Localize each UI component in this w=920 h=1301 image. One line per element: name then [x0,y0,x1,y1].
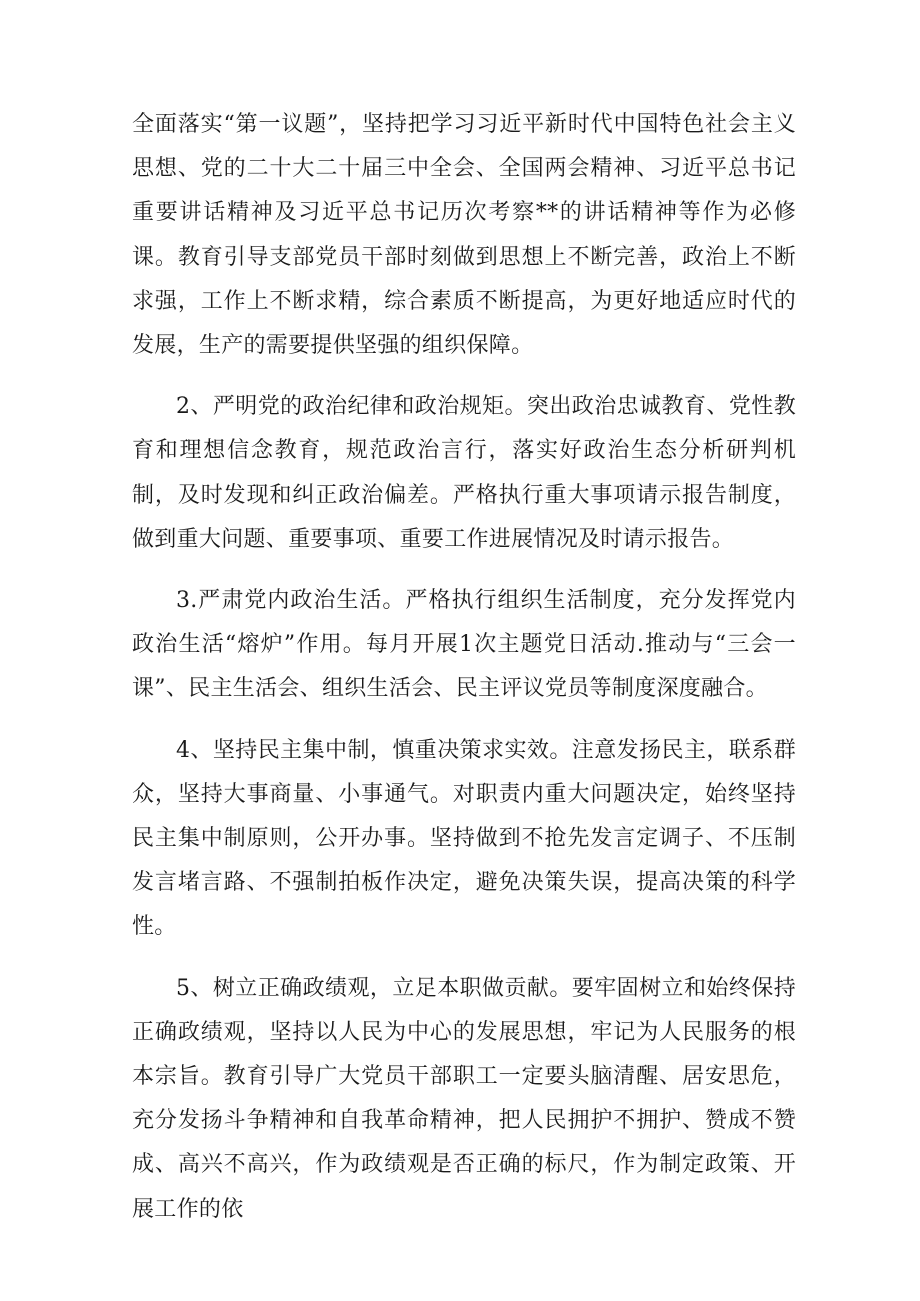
paragraph-political-discipline: 2、严明党的政治纪律和政治规矩。突出政治忠诚教育、党性教育和理想信念教育，规范政治言行，落实好政治生态分析研判机制，及时发现和纠正政治偏差。严格执行重大事项请示报告制度，做到重大问题、重要事项、重要工作进展情况及时请示报告。 [132,394,796,552]
paragraph-performance-view: 5、树立正确政绩观，立足本职做贡献。要牢固树立和始终保持正确政绩观，坚持以人民为中心的发展思想，牢记为人民服务的根本宗旨。教育引导广大党员干部职工一定要头脑清醒、居安思危，充分发扬斗争精神和自我革命精神，把人民拥护不拥护、赞成不赞成、高兴不高兴，作为政绩观是否正确的标尺，作为制定政策、开展工作的依 [132,975,796,1222]
paragraph-party-political-life: 3.严肃党内政治生活。严格执行组织生活制度，充分发挥党内政治生活“熔炉”作用。每月开展1次主题党日活动.推动与“三会一课”、民主生活会、组织生活会、民主评议党员等制度深度融合。 [132,588,796,702]
document-page [132,103,796,1249]
paragraph-first-topic: 全面落实“第一议题”，坚持把学习习近平新时代中国特色社会主义思想、党的二十大二十届三中全会、全国两会精神、习近平总书记重要讲话精神及习近平总书记历次考察**的讲话精神等作为必修课。教育引导支部党员干部时刻做到思想上不断完善，政治上不断求强，工作上不断求精，综合素质不断提高，为更好地适应时代的发展，生产的需要提供坚强的组织保障。 [132,112,796,359]
paragraph-democratic-centralism: 4、坚持民主集中制，慎重决策求实效。注意发扬民主，联系群众，坚持大事商量、小事通气。对职责内重大问题决定，始终坚持民主集中制原则，公开办事。坚持做到不抢先发言定调子、不压制发言堵言路、不强制拍板作决定，避免决策失误，提高决策的科学性。 [132,737,796,940]
